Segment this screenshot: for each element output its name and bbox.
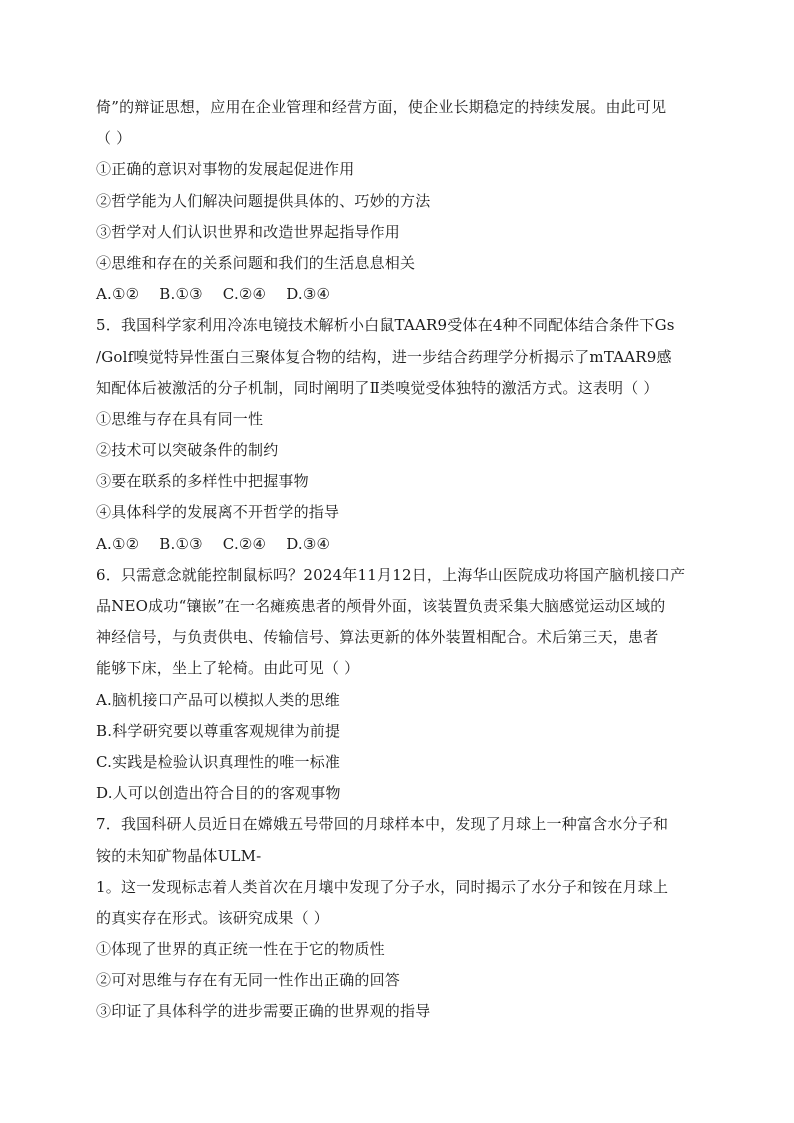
q4-item-2: ②哲学能为人们解决问题提供具体的、巧妙的方法 (96, 191, 431, 210)
q7-stem-line-3: 1。这一发现标志着人类首次在月壤中发现了分子水，同时揭示了水分子和铵在月球上 (96, 877, 669, 896)
q6-option-b: B.科学研究要以尊重客观规律为前提 (96, 721, 341, 740)
q7-stem-line-1: 7．我国科研人员近日在嫦娥五号带回的月球样本中，发现了月球上一种富含水分子和 (96, 815, 669, 834)
q4-option-b: B.①③ (159, 285, 203, 304)
q4-option-c: C.②④ (222, 285, 267, 304)
q4-item-4: ④思维和存在的关系问题和我们的生活息息相关 (96, 253, 416, 272)
q6-stem-line-4: 能够下床，坐上了轮椅。由此可见（ ） (96, 659, 360, 678)
q5-stem-line-3: 知配体后被激活的分子机制，同时阐明了Ⅱ类嗅觉受体独特的激活方式。这表明（ ） (96, 378, 659, 397)
q5-item-2: ②技术可以突破条件的制约 (96, 441, 279, 460)
q6-option-a: A.脑机接口产品可以模拟人类的思维 (96, 690, 341, 709)
q5-stem-line-2: /Golf嗅觉特异性蛋白三聚体复合物的结构，进一步结合药理学分析揭示了mTAAR9感 (96, 347, 672, 366)
q4-options (96, 279, 702, 310)
q4-answer-paren: （ ） (96, 129, 132, 148)
q5-item-3: ③要在联系的多样性中把握事物 (96, 472, 309, 491)
q5-item-1: ①思维与存在具有同一性 (96, 409, 264, 428)
q5-option-c: C.②④ (222, 534, 267, 553)
q4-option-a: A.①② (96, 285, 140, 304)
q7-stem-line-4: 的真实存在形式。该研究成果（ ） (96, 908, 329, 927)
question-content (96, 92, 702, 1028)
q6-option-c: C.实践是检验认识真理性的唯一标准 (96, 752, 341, 771)
q5-option-d: D.③④ (286, 534, 331, 553)
q4-option-d: D.③④ (286, 285, 331, 304)
q5-stem-line-1: 5．我国科学家利用冷冻电镜技术解析小白鼠TAAR9受体在4种不同配体结合条件下Gs (96, 316, 675, 335)
q6-stem-line-2: 品NEO成功“镶嵌”在一名瘫痪患者的颅骨外面，该装置负责采集大脑感觉运动区域的 (96, 597, 666, 615)
q7-stem-line-2: 铵的未知矿物晶体ULM- (96, 846, 262, 865)
q5-option-b: B.①③ (159, 534, 203, 553)
q5-options (96, 529, 702, 560)
q7-item-3: ③印证了具体科学的进步需要正确的世界观的指导 (96, 1002, 431, 1021)
q4-stem-tail: 倚”的辩证思想，应用在企业管理和经营方面，使企业长期稳定的持续发展。由此可见 (96, 98, 667, 116)
q6-stem-line-3: 神经信号，与负责供电、传输信号、算法更新的体外装置相配合。术后第三天，患者 (96, 628, 659, 647)
q6-option-d: D.人可以创造出符合目的的客观事物 (96, 784, 341, 803)
q4-item-3: ③哲学对人们认识世界和改造世界起指导作用 (96, 222, 401, 241)
q6-stem-line-1: 6．只需意念就能控制鼠标吗？2024年11月12日，上海华山医院成功将国产脑机接口产 (96, 565, 686, 584)
q5-option-a: A.①② (96, 534, 140, 553)
q7-item-2: ②可对思维与存在有无同一性作出正确的回答 (96, 971, 401, 990)
q4-item-1: ①正确的意识对事物的发展起促进作用 (96, 160, 355, 179)
q7-item-1: ①体现了世界的真正统一性在于它的物质性 (96, 940, 385, 959)
q5-item-4: ④具体科学的发展离不开哲学的指导 (96, 503, 340, 522)
